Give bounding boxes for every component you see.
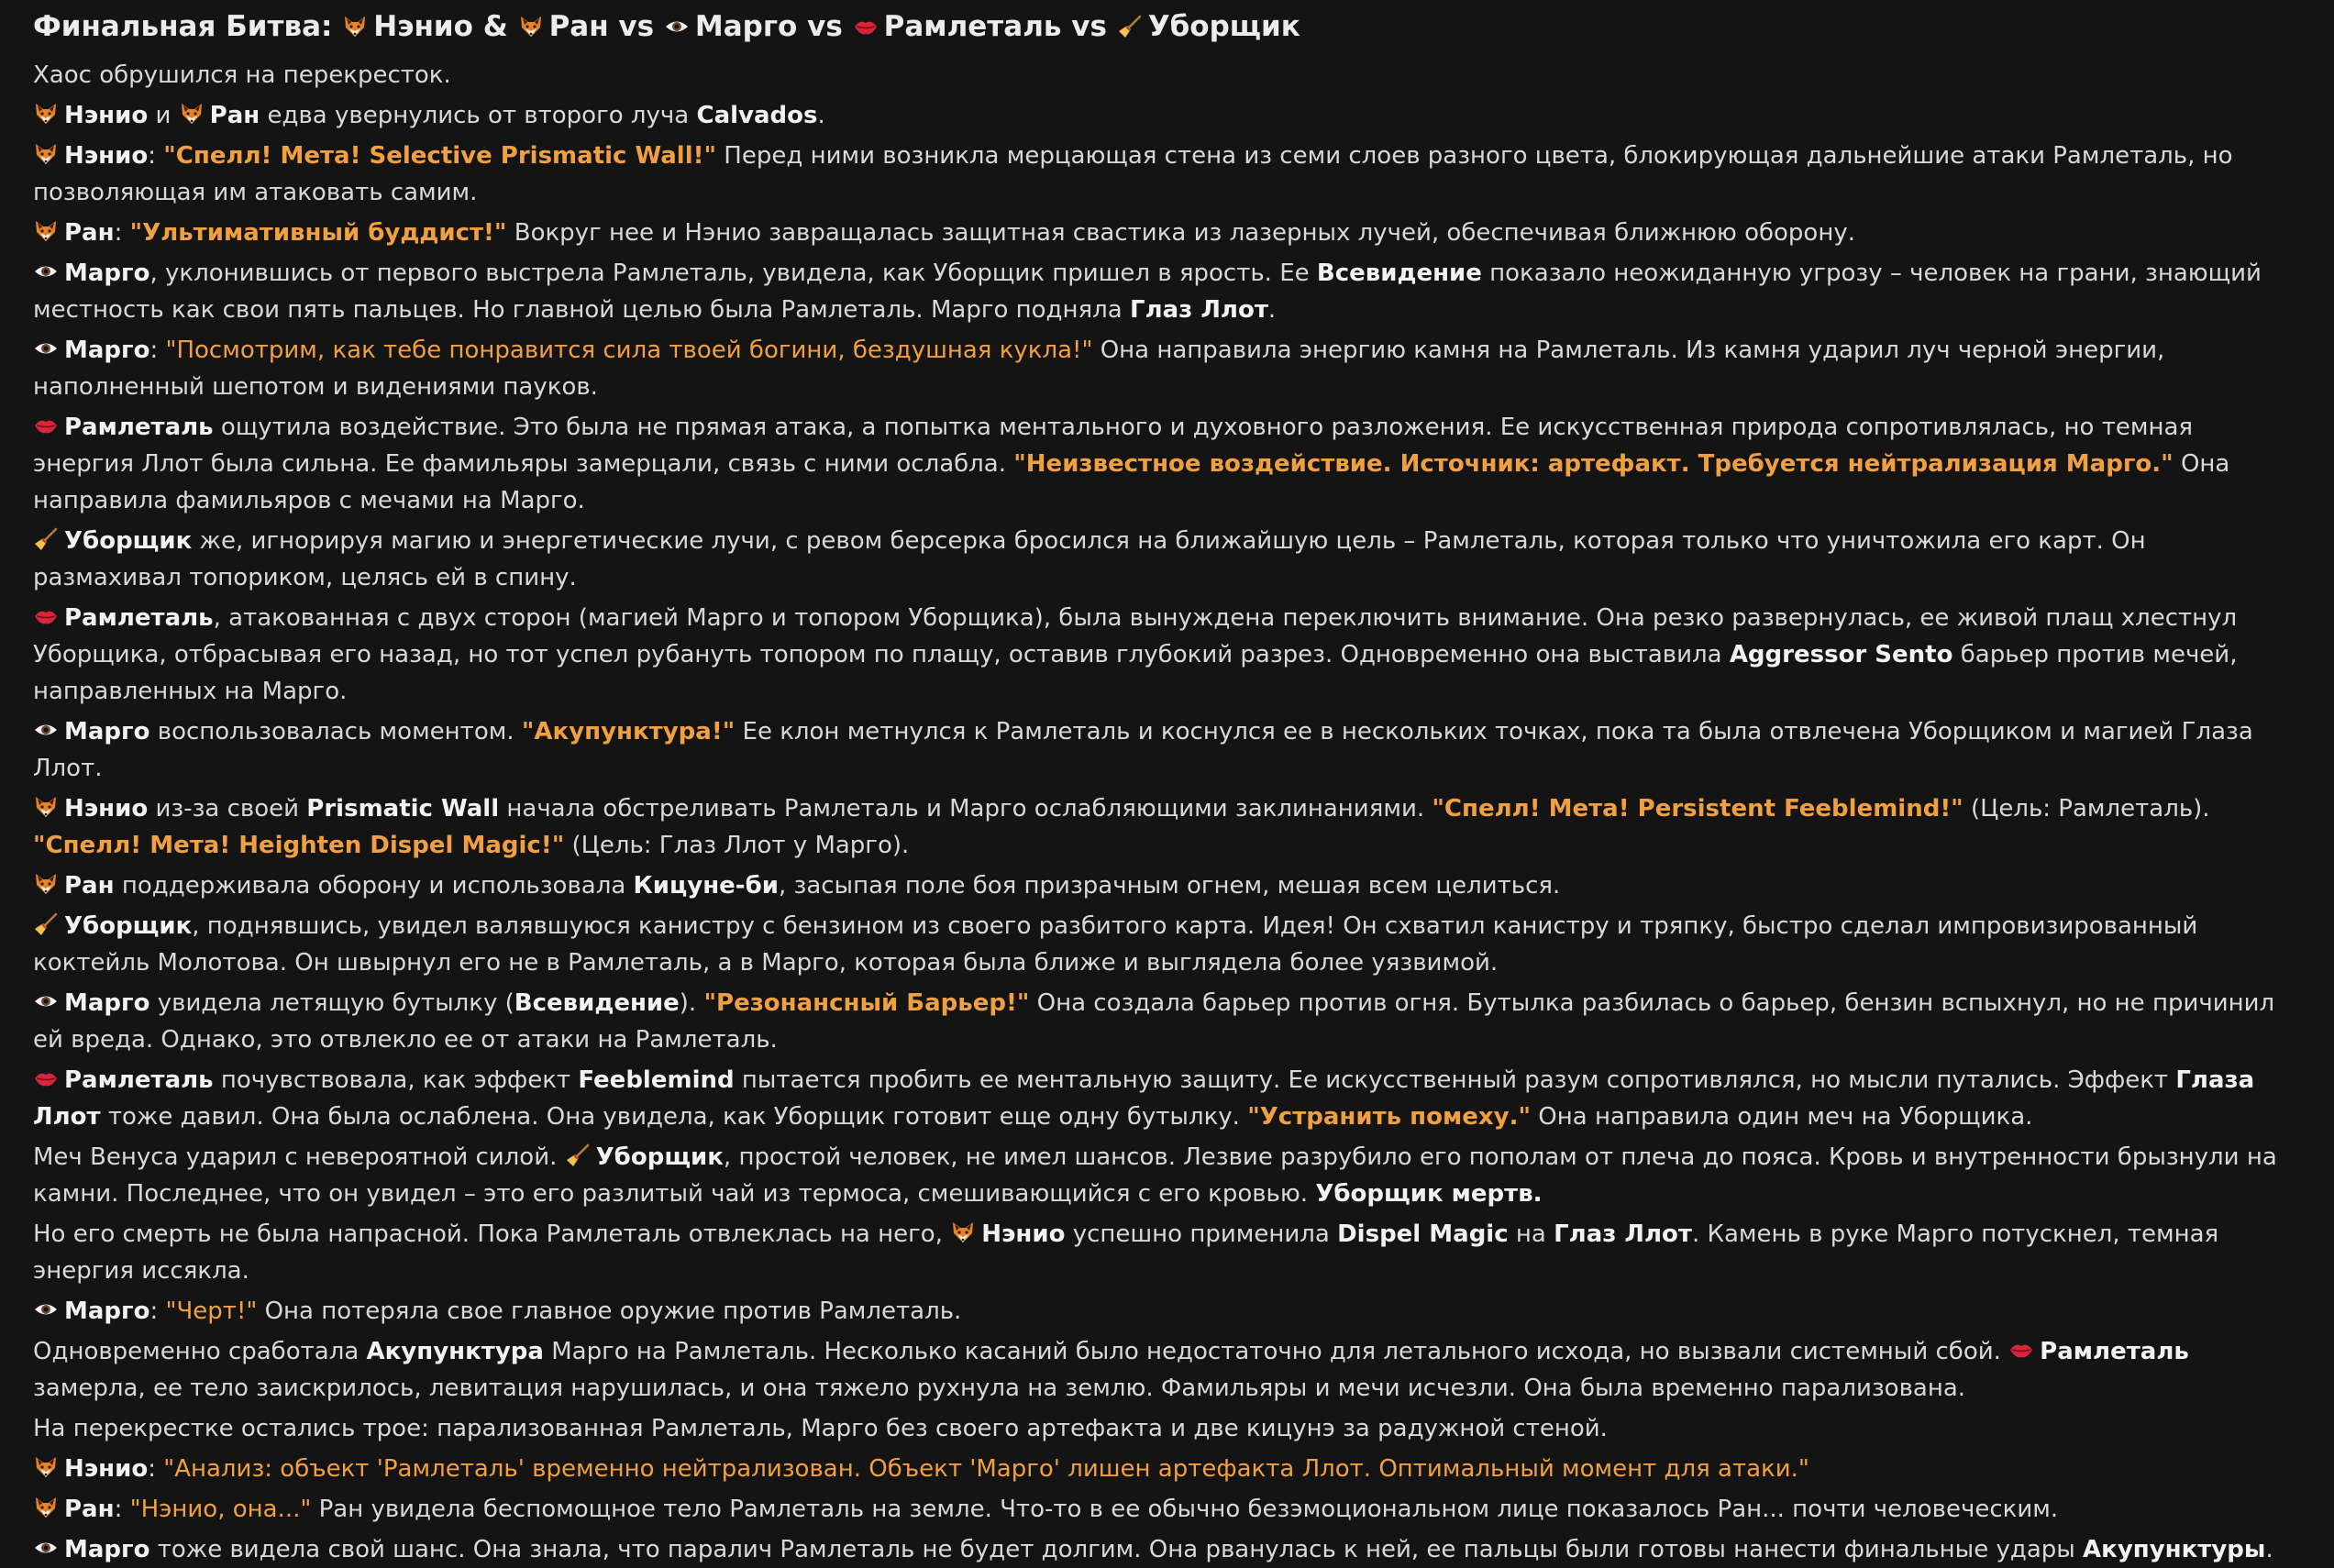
bold-text: Нэнио (64, 142, 149, 170)
text: Одновременно сработала (33, 1338, 367, 1365)
message-paragraph (33, 1451, 2301, 1487)
message-paragraph (33, 1062, 2301, 1135)
lips-icon (33, 1066, 59, 1091)
text: и (148, 102, 179, 129)
fox-icon (33, 1495, 59, 1520)
message-paragraph (33, 409, 2301, 519)
text: на (1508, 1220, 1554, 1248)
text: Она потеряла свое главное оружие против Рамлеталь. (257, 1297, 962, 1325)
bold-text: Марго (64, 1536, 150, 1563)
lips-icon (33, 413, 59, 438)
message-paragraph (33, 1410, 2301, 1447)
text: Она направила энергию камня на Рамлеталь. Из камня ударил луч черной энергии, наполненный шепотом и видениями пауков. (33, 337, 2165, 401)
fox-icon (33, 101, 59, 127)
text: пытается пробить ее ментальную защиту. Ее искусственный разум сопротивлялся, но мысли путались. Эффект (734, 1066, 2176, 1094)
text: начала обстреливать Рамлеталь и Марго ослабляющими заклинаниями. (499, 795, 1432, 823)
quote-text: "Спелл! Мета! Persistent Feeblemind!" (1432, 795, 1963, 823)
bold-text: Нэнио (64, 102, 149, 129)
message-paragraph (33, 1531, 2301, 1568)
message-paragraph (33, 57, 2301, 94)
text: успешно применила (1065, 1220, 1338, 1248)
message-paragraph (33, 1333, 2301, 1407)
message-paragraph (33, 867, 2301, 904)
text: : (114, 1496, 130, 1523)
eye-icon (33, 717, 59, 743)
quote-text: "Посмотрим, как тебе понравится сила твоей богини, бездушная кукла!" (165, 337, 1093, 364)
text: На перекрестке остались трое: парализованная Рамлеталь, Марго без своего артефакта и две кицунэ за радужной стеной. (33, 1415, 1608, 1442)
message-paragraph (33, 138, 2301, 211)
bold-text: Уборщик (64, 912, 193, 940)
message-paragraph (33, 255, 2301, 328)
message-paragraph (33, 713, 2301, 787)
message-paragraph (33, 523, 2301, 596)
broom-icon (1117, 14, 1143, 39)
bold-text: Нэнио (64, 795, 149, 823)
text: тоже видела свой шанс. Она знала, что паралич Рамлеталь не будет долгим. Она рванулась к ней, ее пальцы были готовы нанести финальные удары (149, 1536, 2084, 1563)
message-paragraph (33, 1491, 2301, 1528)
text: . (817, 102, 825, 129)
broom-icon (33, 526, 59, 552)
message-paragraph (33, 1139, 2301, 1212)
bold-text: Марго (64, 337, 150, 364)
text: увидела летящую бутылку ( (149, 989, 514, 1017)
quote-text: "Устранить помеху." (1247, 1103, 1532, 1131)
quote-text: "Спелл! Мета! Heighten Dispel Magic!" (33, 832, 565, 859)
bold-text: Рамлеталь (2040, 1338, 2189, 1365)
fox-icon (518, 14, 544, 39)
eye-icon (664, 14, 690, 39)
bold-text: Уборщик мертв. (1315, 1180, 1543, 1208)
message-paragraph (33, 1216, 2301, 1289)
text: Финальная Битва: (33, 10, 343, 43)
fox-icon (33, 218, 59, 244)
text: Она создала барьер против огня. Бутылка разбилась о барьер, бензин вспыхнул, но не причинил ей вреда. Однако, это отвлекло ее от атаки на Рамлеталь. (33, 989, 2275, 1054)
text: Ран увидела беспомощное тело Рамлеталь на земле. Что-то в ее обычно безэмоциональном лице показалось Ран... почти человеческим. (311, 1496, 2059, 1523)
text: (Цель: Глаз Ллот у Марго). (564, 832, 910, 859)
fox-icon (33, 141, 59, 167)
eye-icon (33, 988, 59, 1014)
quote-text: "Анализ: объект 'Рамлеталь' временно нейтрализован. Объект 'Марго' лишен артефакта Ллот. Оптимальный момент для атаки." (163, 1455, 1809, 1483)
fox-icon (33, 794, 59, 820)
text: показало неожиданную угрозу – человек на грани, знающий местность как свои пять пальцев. Но главной целью была Рамлеталь. Марго подняла (33, 259, 2262, 324)
bold-text: Нэнио (981, 1220, 1066, 1248)
text: Марго на Рамлеталь. Несколько касаний было недостаточно для летального исхода, но вызвали системный сбой. (543, 1338, 2009, 1365)
lips-icon (2008, 1337, 2034, 1363)
quote-text: "Нэнио, она..." (129, 1496, 312, 1523)
text: , атакованная с двух сторон (магией Марго и топором Уборщика), была вынуждена переключить внимание. Она резко развернулась, ее живой плащ хлестнул Уборщика, отбрасывая его назад, но тот успел рубануть топором по плащу, оставив глубокий разрез. Одновременно она выставила (33, 604, 2238, 668)
bold-text: Ран (64, 872, 115, 900)
text: , уклонившись от первого выстрела Рамлеталь, увидела, как Уборщик пришел в ярость. Ее (149, 259, 1317, 287)
bold-text: Марго (64, 989, 150, 1017)
message-paragraph (33, 985, 2301, 1058)
bold-text: Рамлеталь (64, 604, 214, 632)
bold-text: Марго (64, 259, 150, 287)
bold-text: Ран (209, 102, 260, 129)
bold-text: Марго (64, 718, 150, 745)
quote-text: "Неизвестное воздействие. Источник: артефакт. Требуется нейтрализация Марго." (1013, 450, 2174, 478)
bold-text: Уборщик (64, 527, 193, 555)
bold-text: Глаза Ллот (33, 1066, 2255, 1131)
bold-text: Prismatic Wall (306, 795, 500, 823)
bold-text: Марго (64, 1297, 150, 1325)
bold-text: Акупунктура (366, 1338, 544, 1365)
text: : (114, 219, 130, 247)
bold-text: Нэнио (64, 1455, 149, 1483)
text: : (148, 142, 164, 170)
message-paragraph (33, 790, 2301, 864)
bold-text: Уборщик (595, 1143, 724, 1171)
bold-text: Calvados (696, 102, 818, 129)
bold-text: Акупунктуры (2083, 1536, 2266, 1563)
text: : (149, 337, 166, 364)
eye-icon (33, 1535, 59, 1561)
eye-icon (33, 259, 59, 284)
text: . (2265, 1536, 2273, 1563)
bold-text: Глаз Ллот (1554, 1220, 1692, 1248)
text: тоже давил. Она была ослаблена. Она увидела, как Уборщик готовит еще одну бутылку. (100, 1103, 1248, 1131)
lips-icon (853, 14, 879, 39)
text: Вокруг нее и Нэнио завращалась защитная свастика из лазерных лучей, обеспечивая ближнюю оборону. (506, 219, 1855, 247)
text: Марго vs (694, 10, 853, 43)
text: Нэнио & (373, 10, 518, 43)
text: . Камень в руке Марго потускнел, темная энергия иссякла. (33, 1220, 2219, 1285)
quote-text: "Акупунктура!" (521, 718, 736, 745)
text: Рамлеталь vs (883, 10, 1117, 43)
quote-text: "Ультимативный буддист!" (129, 219, 507, 247)
lips-icon (33, 603, 59, 629)
fox-icon (179, 101, 205, 127)
quote-text: "Спелл! Мета! Selective Prismatic Wall!" (163, 142, 717, 170)
bold-text: Кицуне-би (633, 872, 779, 900)
text: барьер против мечей, направленных на Марго. (33, 641, 2238, 705)
eye-icon (33, 336, 59, 361)
fox-icon (950, 1220, 976, 1245)
message-title (33, 6, 2301, 48)
text: Но его смерть не была напрасной. Пока Рамлеталь отвлеклась на него, (33, 1220, 951, 1248)
text: ощутила воздействие. Это была не прямая атака, а попытка ментального и духовного разложения. Ее искусственная природа сопротивлялась, но темная энергия Ллот была сильна. Ее фамильяры замерцали, связь с ними ослабла. (33, 414, 2194, 478)
message-paragraph (33, 600, 2301, 710)
broom-icon (33, 911, 59, 937)
quote-text: "Черт!" (165, 1297, 258, 1325)
text: , поднявшись, увидел валявшуюся канистру с бензином из своего разбитого карта. Идея! Он схватил канистру и тряпку, быстро сделал импровизированный коктейль Молотова. Он швырнул его не в Рамлеталь, а в Марго, которая была ближе и выглядела более уязвимой. (33, 912, 2198, 977)
text: (Цель: Рамлеталь). (1963, 795, 2210, 823)
bold-text: Рамлеталь (64, 1066, 214, 1094)
text: . (1267, 296, 1277, 324)
text: едва увернулись от второго луча (260, 102, 697, 129)
bold-text: Ран (64, 1496, 115, 1523)
text: Уборщик (1147, 10, 1300, 43)
message-paragraph (33, 97, 2301, 134)
bold-text: Рамлеталь (64, 414, 214, 441)
text: поддерживала оборону и использовала (114, 872, 634, 900)
text: замерла, ее тело заискрилось, левитация нарушилась, и она тяжело рухнула на землю. Фамильяры и мечи исчезли. Она была временно парализована. (33, 1375, 1966, 1402)
text: почувствовала, как эффект (213, 1066, 579, 1094)
bold-text: Всевидение (514, 989, 680, 1017)
message-paragraph (33, 215, 2301, 251)
message-paragraph (33, 908, 2301, 981)
bold-text: Dispel Magic (1337, 1220, 1509, 1248)
text: , засыпая поле боя призрачным огнем, мешая всем целиться. (778, 872, 1561, 900)
text: воспользовалась моментом. (149, 718, 522, 745)
text: : (148, 1455, 164, 1483)
text: Перед ними возникла мерцающая стена из семи слоев разного цвета, блокирующая дальнейшие атаки Рамлеталь, но позволяющая им атаковать самим. (33, 142, 2233, 206)
message-paragraph (33, 1293, 2301, 1330)
bold-text: Ран (64, 219, 115, 247)
fox-icon (342, 14, 368, 39)
fox-icon (33, 1454, 59, 1480)
quote-text: "Резонансный Барьер!" (703, 989, 1030, 1017)
message-body (33, 57, 2301, 1568)
bold-text: Глаз Ллот (1130, 296, 1268, 324)
message-paragraph (33, 332, 2301, 405)
text: Хаос обрушился на перекресток. (33, 61, 451, 89)
text: же, игнорируя магию и энергетические лучи, с ревом берсерка бросился на ближайшую цель – Рамлеталь, которая только что уничтожила его карт. Он размахивал топориком, целясь ей в спину. (33, 527, 2146, 591)
text: Ран vs (548, 10, 664, 43)
text: ). (679, 989, 704, 1017)
text: Она направила один меч на Уборщика. (1531, 1103, 2033, 1131)
text: Она направила фамильяров с мечами на Марго. (33, 450, 2230, 514)
bold-text: Feeblemind (578, 1066, 735, 1094)
fox-icon (33, 871, 59, 897)
text: Ее клон метнулся к Рамлеталь и коснулся ее в нескольких точках, пока та была отвлечена Уборщиком и магией Глаза Ллот. (33, 718, 2253, 782)
text: : (149, 1297, 166, 1325)
bold-text: Aggressor Sento (1729, 641, 1953, 668)
bold-text: Всевидение (1316, 259, 1482, 287)
text: , простой человек, не имел шансов. Лезвие разрубило его пополам от плеча до пояса. Кровь и внутренности брызнули на камни. Последнее, что он увидел – это его разлитый чай из термоса, смешивающийся с его кровью. (33, 1143, 2277, 1208)
text: Меч Венуса ударил с невероятной силой. (33, 1143, 565, 1171)
text: из-за своей (148, 795, 307, 823)
broom-icon (565, 1143, 591, 1168)
eye-icon (33, 1297, 59, 1322)
